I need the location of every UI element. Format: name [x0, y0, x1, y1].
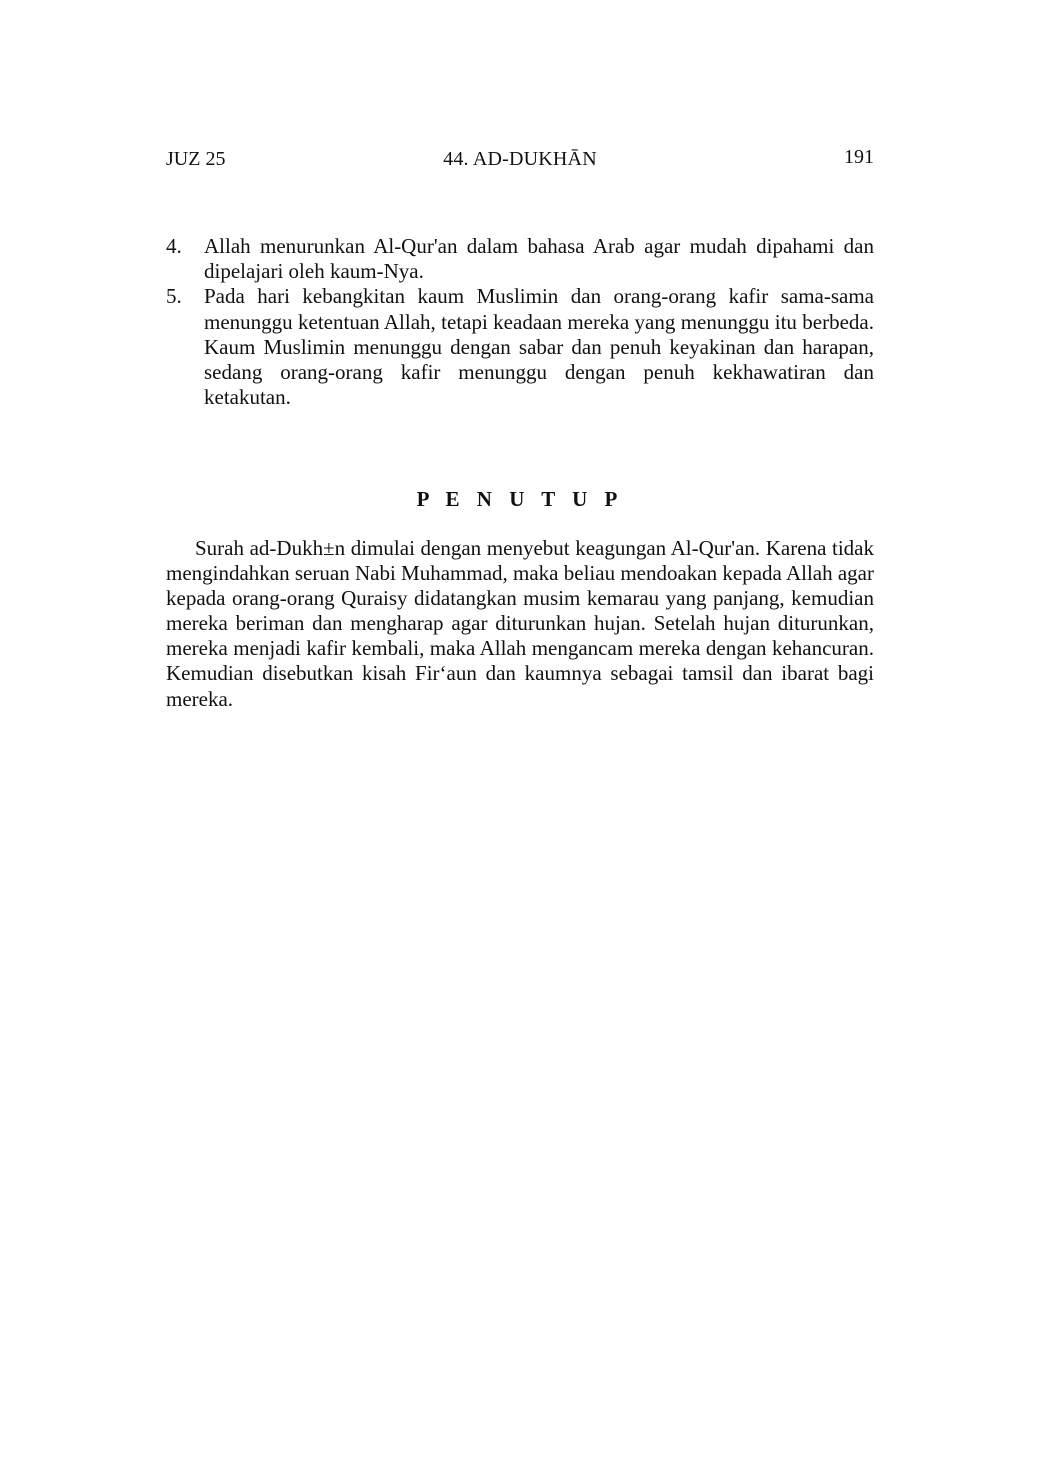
list-item: [166, 234, 874, 284]
surah-title: 44. AD-DUKHĀN: [443, 148, 597, 170]
list-item-text: Pada hari kebangkitan kaum Muslimin dan orang-orang kafir sama-sama menunggu ketentuan Allah, tetapi keadaan mereka yang menunggu itu berbeda. Kaum Muslimin menunggu dengan sabar dan penuh keyakinan dan harapan, sedang orang-orang kafir menunggu dengan penuh kekhawatiran dan ketakutan.: [204, 284, 874, 410]
section-title: P E N U T U P: [416, 487, 624, 511]
list-item-number: 4.: [166, 234, 182, 258]
summary-list: [166, 234, 874, 410]
page-number: 191: [844, 146, 874, 168]
list-item-number: 5.: [166, 284, 182, 309]
page-header: [166, 146, 874, 176]
juz-label: JUZ 25: [166, 148, 226, 170]
list-item: [166, 284, 874, 410]
closing-paragraph: Surah ad-Dukh±n dimulai dengan menyebut keagungan Al-Qur'an. Karena tidak mengindahkan seruan Nabi Muhammad, maka beliau mendoakan kepada Allah agar kepada orang-orang Quraisy didatangkan musim kemarau yang panjang, kemudian mereka beriman dan mengharap agar diturunkan hujan. Setelah hujan diturunkan, mereka menjadi kafir kembali, maka Allah mengancam mereka dengan kehancuran. Kemudian disebutkan kisah Fir‘aun dan kaumnya sebagai tamsil dan ibarat bagi mereka.: [166, 536, 874, 711]
list-item-text: Allah menurunkan Al-Qur'an dalam bahasa Arab agar mudah dipahami dan dipelajari oleh kaum-Nya.: [204, 234, 874, 284]
